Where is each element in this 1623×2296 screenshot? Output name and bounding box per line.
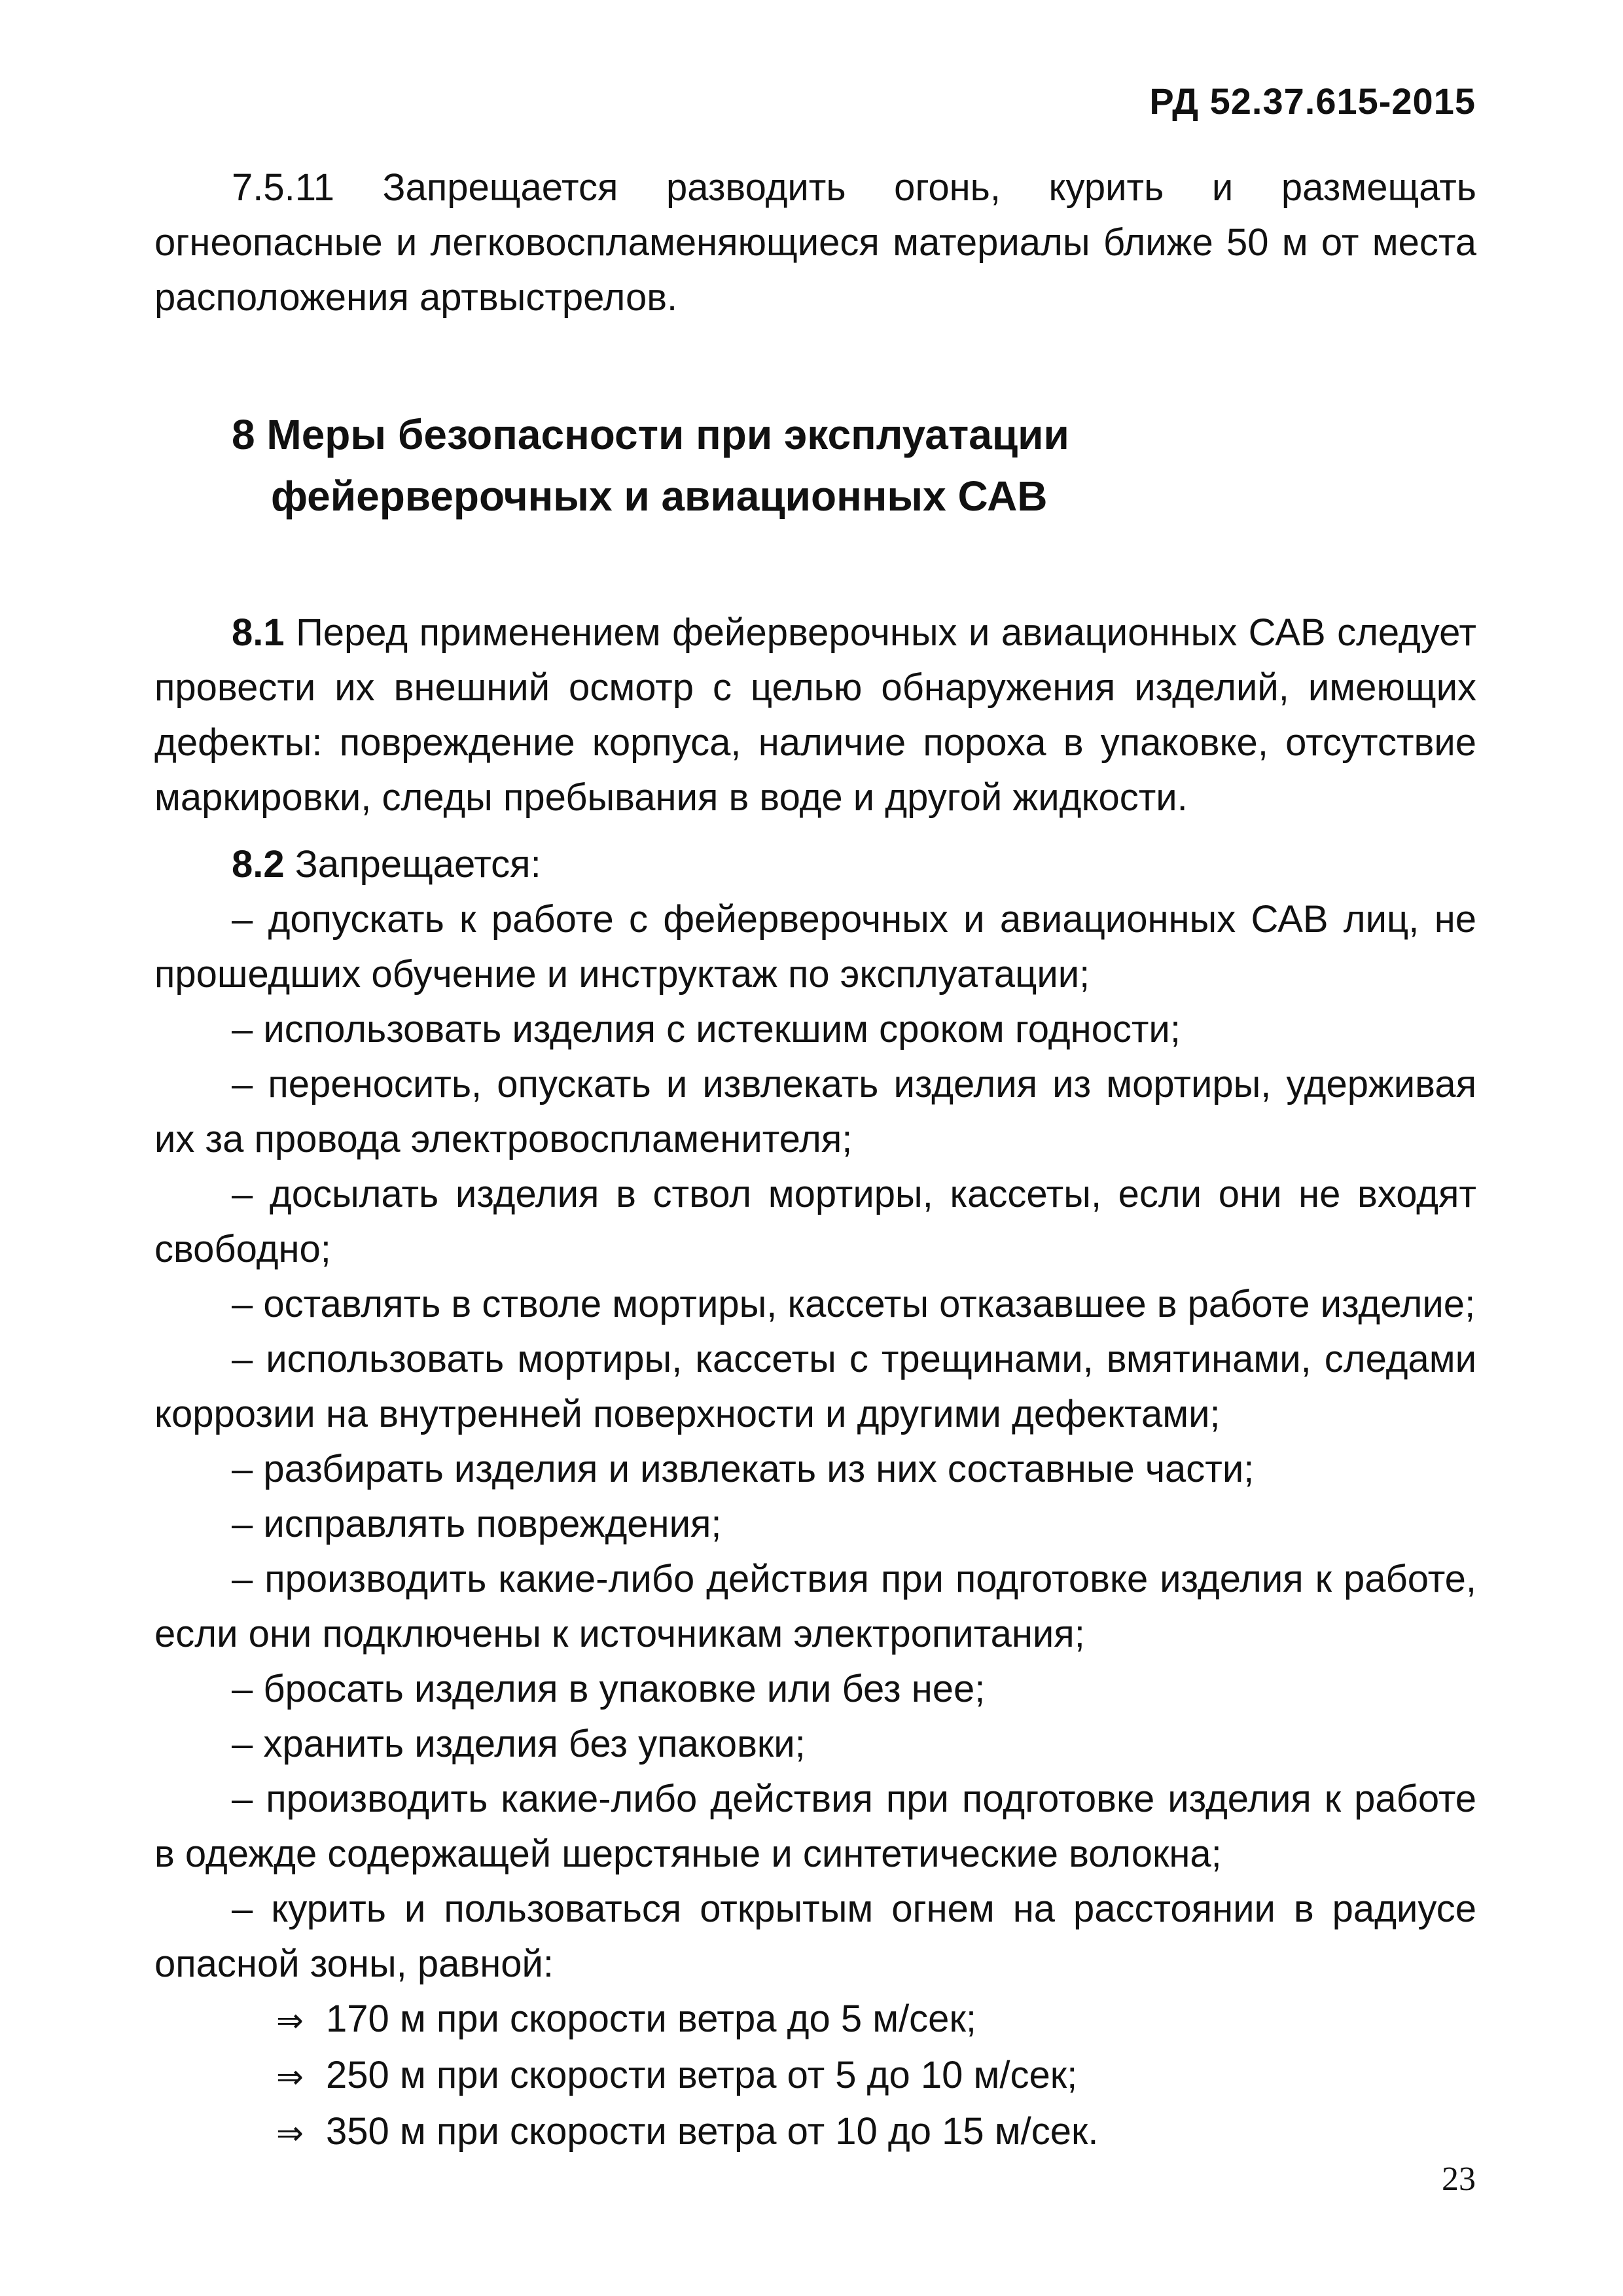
prohibition-item: – исправлять повреждения; — [232, 1503, 722, 1545]
distance-text: 170 м при скорости ветра до 5 м/сек; — [326, 1998, 976, 2040]
section-8-title-line1: 8 Меры безопасности при эксплуатации — [232, 411, 1069, 458]
clause-7-5-11: 7.5.11 Запрещается разводить огонь, курить и размещать огнеопасные и легковоспламеняющиеся материалы ближе 50 м от места расположения артвыстрелов. — [154, 166, 1476, 319]
prohibition-item: – курить и пользоваться открытым огнем на расстоянии в радиусе опасной зоны, равной: — [154, 1888, 1476, 1985]
prohibition-item: – производить какие-либо действия при подготовке изделия к работе, если они подключены к источникам электропитания; — [154, 1558, 1476, 1655]
prohibition-item: – хранить изделия без упаковки; — [232, 1723, 806, 1765]
clause-8-2-text: Запрещается: — [284, 843, 541, 886]
distance-item — [276, 2048, 1476, 2104]
distance-text: 250 м при скорости ветра от 5 до 10 м/сек; — [326, 2054, 1078, 2096]
page-number: 23 — [1442, 2161, 1476, 2198]
document-code: РД 52.37.615-2015 — [1149, 81, 1476, 122]
clause-8-1 — [154, 605, 1476, 825]
prohibition-item: – бросать изделия в упаковке или без нее; — [232, 1668, 986, 1710]
prohibition-item: – оставлять в стволе мортиры, кассеты отказавшее в работе изделие; — [232, 1283, 1476, 1325]
implies-arrow-icon: ⇒ — [276, 2001, 304, 2039]
prohibition-item: – допускать к работе с фейерверочных и авиационных САВ лиц, не прошедших обучение и инструктаж по эксплуатации; — [154, 898, 1476, 996]
implies-arrow-icon: ⇒ — [276, 2058, 304, 2096]
prohibition-item: – разбирать изделия и извлекать из них составные части; — [232, 1448, 1255, 1490]
distance-item — [276, 1992, 1476, 2048]
prohibition-item: – досылать изделия в ствол мортиры, кассеты, если они не входят свободно; — [154, 1173, 1476, 1270]
prohibition-item: – переносить, опускать и извлекать изделия из мортиры, удерживая их за провода электровоспламенителя; — [154, 1063, 1476, 1160]
section-8-heading — [154, 404, 1476, 527]
distance-text: 350 м при скорости ветра от 10 до 15 м/сек. — [326, 2110, 1099, 2153]
clause-8-2 — [154, 837, 1476, 892]
distance-item — [276, 2104, 1476, 2161]
clause-8-1-number: 8.1 — [232, 611, 285, 654]
implies-arrow-icon: ⇒ — [276, 2114, 304, 2152]
clause-8-2-number: 8.2 — [232, 843, 285, 886]
danger-zone-distance-list — [154, 1992, 1476, 2161]
prohibition-item: – производить какие-либо действия при подготовке изделия к работе в одежде содержащей шерстяные и синтетические волокна; — [154, 1778, 1476, 1875]
prohibition-item: – использовать мортиры, кассеты с трещинами, вмятинами, следами коррозии на внутренней поверхности и другими дефектами; — [154, 1338, 1476, 1435]
section-8-title-line2: фейерверочных и авиационных САВ — [271, 473, 1048, 520]
page-content — [154, 160, 1476, 2161]
prohibition-item: – использовать изделия с истекшим сроком годности; — [232, 1008, 1181, 1050]
clause-8-1-text: Перед применением фейерверочных и авиационных САВ следует провести их внешний осмотр с целью обнаружения изделий, имеющих дефекты: повреждение корпуса, наличие пороха в упаковке, отсутствие маркировки, следы пребывания в воде и другой жидкости. — [154, 611, 1476, 819]
